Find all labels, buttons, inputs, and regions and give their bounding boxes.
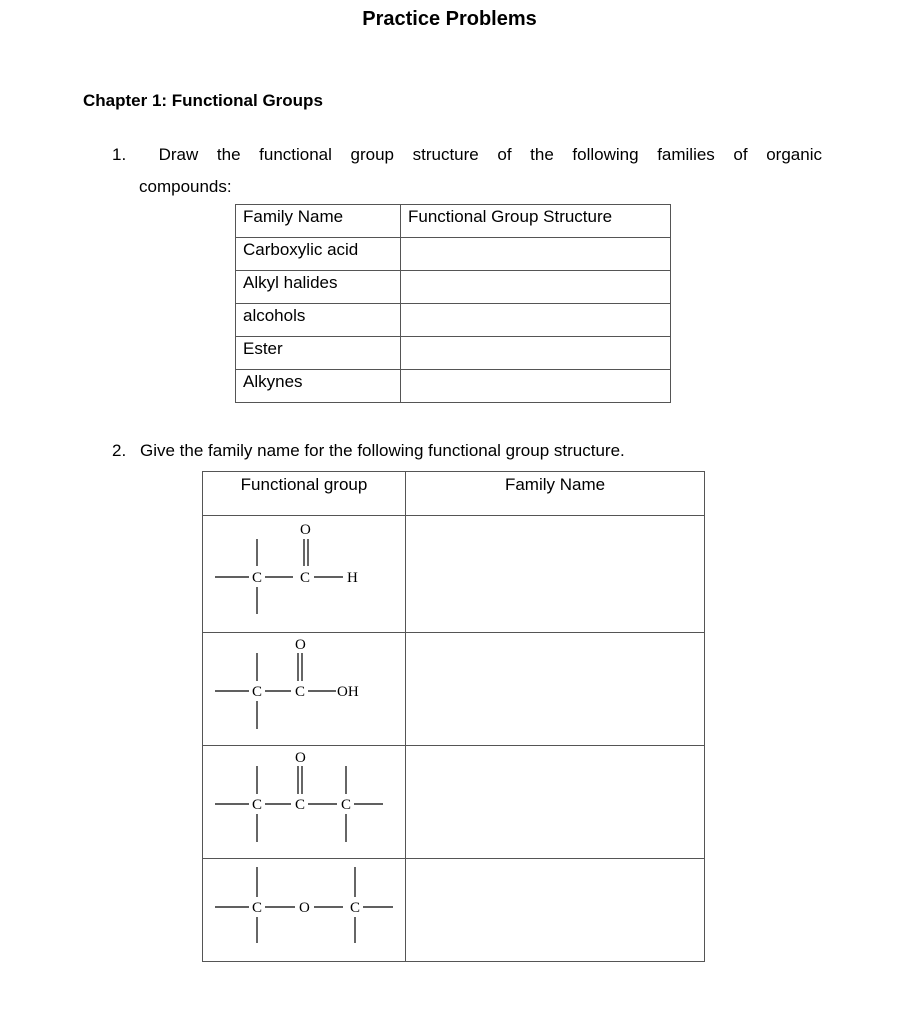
atom-label: C [295,684,306,700]
word: of [733,145,748,164]
question-1-continuation: compounds: [139,177,232,196]
aldehyde-structure [203,516,405,632]
word: organic [766,145,822,164]
word: structure [412,145,479,164]
family-structure-table [235,204,671,403]
family-name-cell: Alkynes [236,370,401,403]
atom-label: O [295,750,306,766]
family-name-cell: alcohols [236,304,401,337]
word: of [497,145,512,164]
table-row [236,271,671,304]
header-family-name: Family Name [406,472,705,516]
structure-cell [203,516,406,633]
question-1-number: 1. [112,145,127,164]
table-row [236,337,671,370]
functional-group-table [202,471,705,962]
structure-cell [203,746,406,859]
structure-cell [203,633,406,746]
table-row [236,238,671,271]
atom-label: C [350,900,361,916]
answer-cell [401,337,671,370]
answer-cell [401,238,671,271]
atom-label: O [299,900,310,916]
table-row [203,516,705,633]
ether-structure [203,859,405,961]
carboxylic-acid-structure [203,633,405,745]
word: families [657,145,715,164]
atom-label: O [295,637,306,653]
atom-label: C [252,684,263,700]
question-2-text: Give the family name for the following functional group structure. [140,441,625,460]
atom-label: C [300,570,311,586]
table-header-row [236,205,671,238]
ketone-structure [203,746,405,858]
word: the [530,145,554,164]
table-row [203,746,705,859]
atom-label: C [341,797,352,813]
question-1 [112,139,822,203]
atom-label: O [300,522,311,538]
structure-cell [203,859,406,962]
answer-cell [401,304,671,337]
table-header-row [203,472,705,516]
table-row [203,633,705,746]
header-functional-group: Functional group [203,472,406,516]
answer-cell [406,859,705,962]
atom-label: H [347,570,358,586]
answer-cell [401,370,671,403]
family-name-cell: Ester [236,337,401,370]
header-family-name: Family Name [236,205,401,238]
answer-cell [401,271,671,304]
answer-cell [406,516,705,633]
question-1-line [112,139,822,171]
word: the [216,145,241,164]
word: functional [259,145,332,164]
question-2-number: 2. [112,441,127,460]
page-title: Practice Problems [362,8,537,30]
atom-label: C [252,900,263,916]
answer-cell [406,633,705,746]
word: following [572,145,639,164]
family-name-cell: Alkyl halides [236,271,401,304]
atom-label: C [252,797,263,813]
table-row [236,304,671,337]
word: group [350,145,395,164]
question-2 [112,440,625,462]
table-row [203,859,705,962]
header-functional-group-structure: Functional Group Structure [401,205,671,238]
table-row [236,370,671,403]
atom-label: C [295,797,306,813]
answer-cell [406,746,705,859]
family-name-cell: Carboxylic acid [236,238,401,271]
chapter-heading: Chapter 1: Functional Groups [83,91,323,110]
atom-label: OH [337,684,359,700]
atom-label: C [252,570,263,586]
word: Draw [158,145,199,164]
